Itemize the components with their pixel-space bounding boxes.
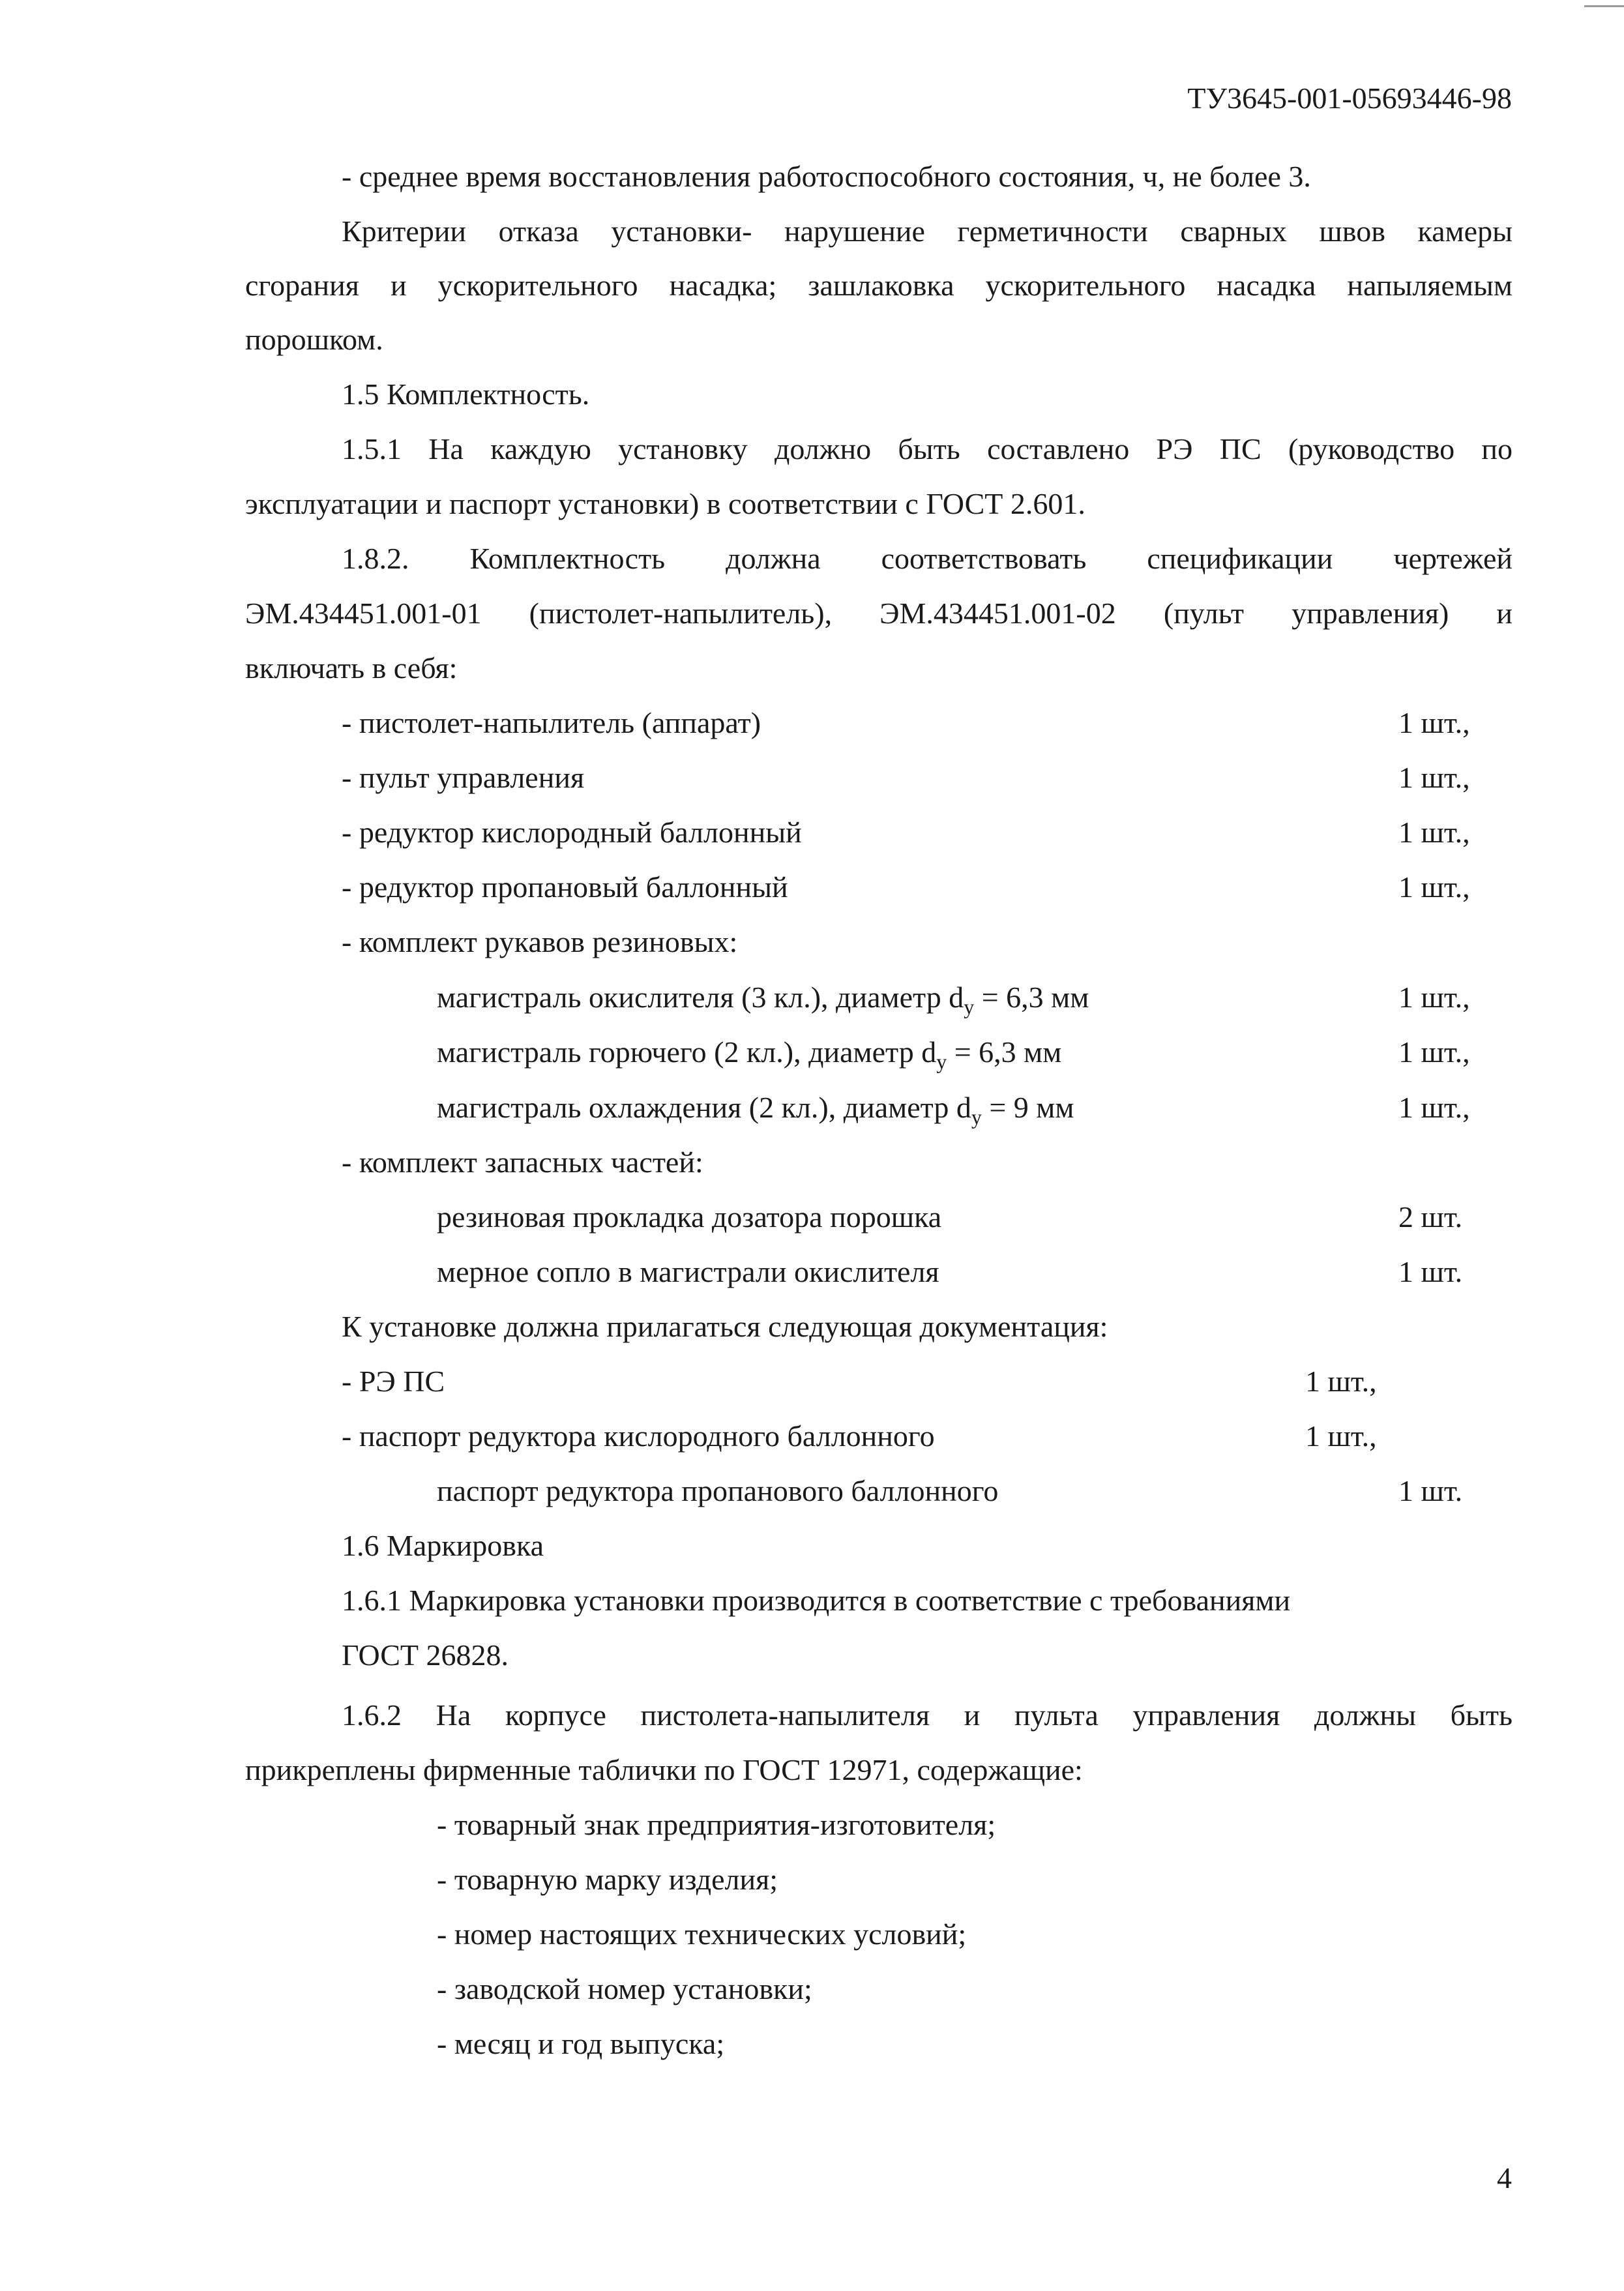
list-item-qty: 1 шт. (1398, 1255, 1463, 1288)
marking-item: - товарную марку изделия; (437, 1863, 778, 1896)
section-heading-completeness: 1.5 Комплектность. (342, 377, 590, 411)
list-item-qty: 1 шт., (1398, 761, 1470, 794)
paragraph-failure-line3: порошком. (245, 323, 383, 356)
list-item-qty: 2 шт. (1398, 1200, 1463, 1234)
documentation-heading: К установке должна прилагаться следующая документация: (342, 1310, 1108, 1343)
paragraph-1-6-2-line1: 1.6.2 На корпусе пистолета-напылителя и пульта управления должны быть (342, 1698, 1513, 1732)
list-item-qty: 1 шт., (1398, 816, 1470, 849)
list-item: - пульт управления (342, 761, 585, 794)
doc-item: - РЭ ПС (342, 1365, 445, 1398)
paragraph-failure-line2: сгорания и ускорительного насадка; зашлаковка ускорительного насадка напыляемым (245, 269, 1513, 302)
list-item-qty: 1 шт., (1398, 870, 1470, 904)
paragraph-1-6-1-line2: ГОСТ 26828. (342, 1638, 509, 1672)
hose-item-cooling: магистраль охлаждения (2 кл.), диаметр $d_у = 9$ мм (437, 1091, 1074, 1129)
list-item-qty: 1 шт., (1398, 1091, 1470, 1124)
paragraph-1-8-2-line2: ЭМ.434451.001-01 (пистолет-напылитель), ЭМ.434451.001-02 (пульт управления) и (245, 597, 1513, 630)
doc-item: паспорт редуктора пропанового баллонного (437, 1474, 999, 1507)
list-item-qty: 1 шт., (1398, 706, 1470, 739)
paragraph-1-5-1-line1: 1.5.1 На каждую установку должно быть составлено РЭ ПС (руководство по (342, 432, 1513, 466)
marking-item: - номер настоящих технических условий; (437, 1917, 967, 1951)
list-item: - комплект рукавов резиновых: (342, 925, 738, 958)
paragraph-1-6-2-line2: прикреплены фирменные таблички по ГОСТ 12971, содержащие: (245, 1753, 1083, 1786)
list-item-qty: 1 шт. (1398, 1474, 1463, 1507)
paragraph-1-8-2-line3: включать в себя: (245, 651, 458, 685)
section-heading-marking: 1.6 Маркировка (342, 1529, 544, 1562)
spare-item: мерное сопло в магистрали окислителя (437, 1255, 939, 1288)
hose-item-oxidizer: магистраль окислителя (3 кл.), диаметр $d_у = 6,3$ мм (437, 981, 1089, 1018)
list-item: - редуктор пропановый баллонный (342, 870, 788, 904)
list-item-qty: 1 шт., (1305, 1365, 1377, 1398)
doc-item: - паспорт редуктора кислородного баллонного (342, 1419, 935, 1453)
marking-item: - месяц и год выпуска; (437, 2027, 725, 2060)
paragraph-failure-line1: Критерии отказа установки- нарушение герметичности сварных швов камеры (342, 214, 1513, 248)
paragraph-recovery-time: - среднее время восстановления работоспособного состояния, ч, не более 3. (342, 160, 1311, 193)
hose-item-fuel: магистраль горючего (2 кл.), диаметр $d_у = 6,3$ мм (437, 1035, 1062, 1073)
list-item-qty: 1 шт., (1398, 981, 1470, 1014)
scan-edge-mark (1584, 5, 1624, 7)
list-item-qty: 1 шт., (1305, 1419, 1377, 1453)
list-item: - редуктор кислородный баллонный (342, 816, 802, 849)
paragraph-1-8-2-line1: 1.8.2. Комплектность должна соответствовать спецификации чертежей (342, 542, 1513, 575)
spare-item: резиновая прокладка дозатора порошка (437, 1200, 942, 1234)
marking-item: - товарный знак предприятия-изготовителя; (437, 1808, 996, 1841)
document-code: ТУ3645-001-05693446-98 (1187, 81, 1512, 115)
list-item-qty: 1 шт., (1398, 1035, 1470, 1069)
list-item: - комплект запасных частей: (342, 1146, 703, 1179)
marking-item: - заводской номер установки; (437, 1972, 812, 2005)
page-number: 4 (1497, 2161, 1512, 2195)
paragraph-1-5-1-line2: эксплуатации и паспорт установки) в соответствии с ГОСТ 2.601. (245, 487, 1085, 520)
list-item: - пистолет-напылитель (аппарат) (342, 706, 761, 739)
paragraph-1-6-1-line1: 1.6.1 Маркировка установки производится в соответствие с требованиями (342, 1584, 1291, 1617)
